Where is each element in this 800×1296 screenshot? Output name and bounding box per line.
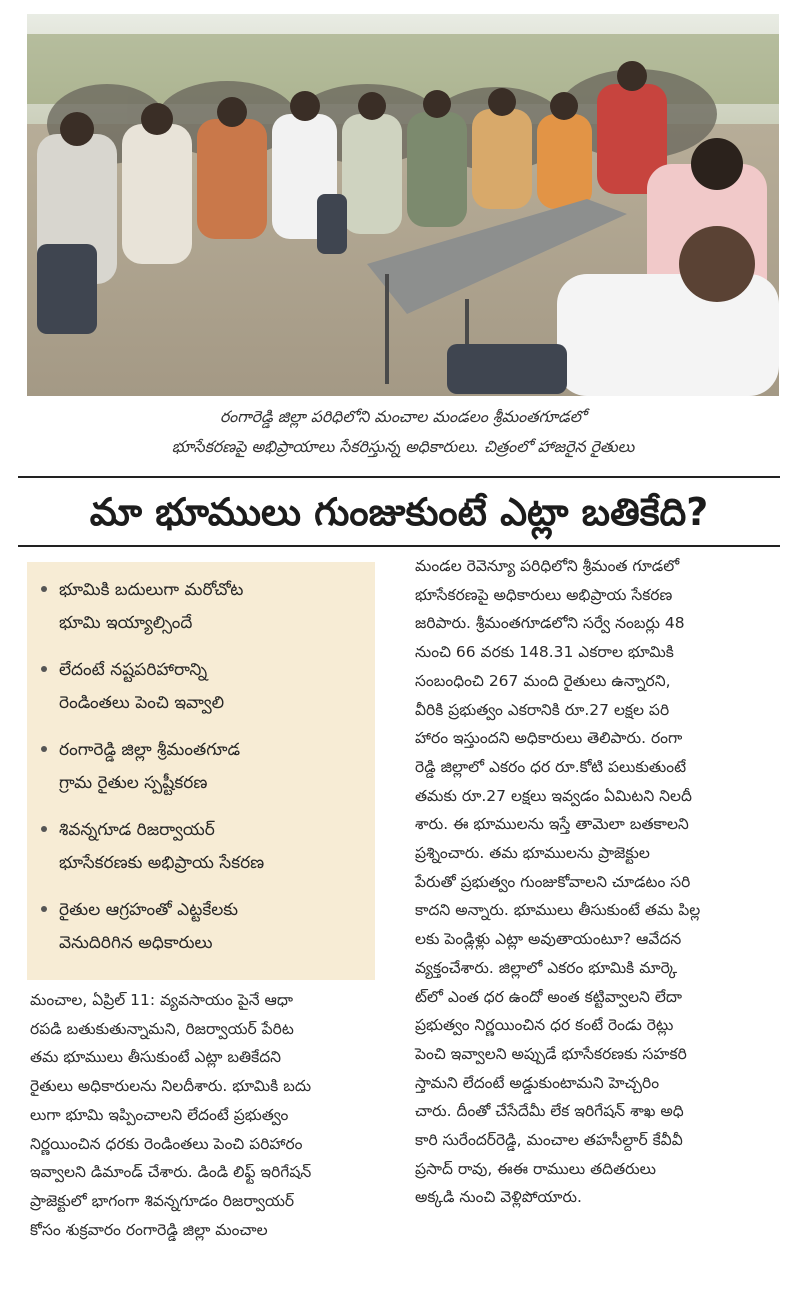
bullet-icon xyxy=(41,586,47,592)
highlight-item xyxy=(37,574,367,640)
article-line: రెడ్డి జిల్లాలో ఎకరం ధర రూ.కోటి పలుకుతుంటే xyxy=(415,757,687,776)
article-line: ప్రభుత్వం నిర్ణయించిన ధర కంటే రెండు రెట్లు xyxy=(415,1016,674,1035)
bullet-icon xyxy=(41,746,47,752)
highlight-line: గ్రామ రైతుల స్పష్టీకరణ xyxy=(59,773,208,793)
article-line: రైతులు అధికారులను నిలదీశారు. భూమికి బదు xyxy=(30,1077,312,1096)
article-line: ఇవ్వాలని డిమాండ్ చేశారు. డిండి లిఫ్ట్ ఇరిగేషన్ xyxy=(30,1163,312,1182)
article-line: తమ భూములు తీసుకుంటే ఎట్లా బతికేదని xyxy=(30,1048,282,1067)
article-line: ప్రసాద్ రావు, ఈఈ రాములు తదితరులు xyxy=(415,1159,657,1178)
article-line: కాదని అన్నారు. భూములు తీసుకుంటే తమ పిల్ల xyxy=(415,901,701,920)
bullet-icon xyxy=(41,666,47,672)
headline-rule-bottom xyxy=(18,545,780,547)
highlight-line: భూమికి బదులుగా మరోచోట xyxy=(59,580,244,600)
article-line: లుగా భూమి ఇప్పించాలని లేదంటే ప్రభుత్వం xyxy=(30,1105,289,1124)
article-line: జరిపారు. శ్రీమంతగూడలోని సర్వే నంబర్లు 48 xyxy=(415,614,685,633)
article-line: ప్రాజెక్టులో భాగంగా శివన్నగూడం రిజర్వాయర్ xyxy=(30,1191,295,1210)
article-line: ట్‌లో ఎంత ధర ఉందో అంత కట్టివ్వాలని లేదా xyxy=(415,987,682,1006)
article-line: శారు. ఈ భూములను ఇస్తే తామెలా బతకాలని xyxy=(415,815,689,834)
highlight-line: రైతుల ఆగ్రహంతో ఎట్టకేలకు xyxy=(59,900,239,920)
article-line: లకు పెండ్లిళ్లు ఎట్లా అవుతాయంటూ? ఆవేదన xyxy=(415,930,682,949)
article-line: స్తామని లేదంటే అడ్డుకుంటామని హెచ్చరిం xyxy=(415,1073,660,1092)
article-line: పేరుతో ప్రభుత్వం గుంజుకోవాలని చూడటం సరి xyxy=(415,872,691,891)
highlight-line: వెనుదిరిగిన అధికారులు xyxy=(59,933,213,953)
article-line: నుంచి 66 వరకు 148.31 ఎకరాల భూమికి xyxy=(415,643,674,662)
highlights-box xyxy=(27,562,375,980)
article-line: సంబంధించి 267 మంది రైతులు ఉన్నారని, xyxy=(415,671,671,690)
article-line: కారి సురేందర్‌రెడ్డి, మంచాల తహసీల్దార్ కేవీవీ xyxy=(415,1131,683,1149)
news-photo xyxy=(27,14,779,396)
highlight-line: రంగారెడ్డి జిల్లా శ్రీమంతగూడ xyxy=(59,740,241,760)
article-line: చారు. దీంతో చేసేదేమీ లేక ఇరిగేషన్ శాఖ అధి xyxy=(415,1102,684,1121)
article-line: పెంచి ఇవ్వాలని అప్పుడే భూసేకరణకు సహకరి xyxy=(415,1044,687,1063)
article-line: కోసం శుక్రవారం రంగారెడ్డి జిల్లా మంచాల xyxy=(30,1220,268,1239)
article-line: ప్రశ్నించారు. తమ భూములను ప్రాజెక్టుల xyxy=(415,844,650,862)
article-line: అక్కడి నుంచి వెళ్లిపోయారు. xyxy=(415,1188,582,1207)
photo-caption xyxy=(27,402,779,472)
highlight-line: శివన్నగూడ రిజర్వాయర్ xyxy=(59,820,215,840)
article-line: మంచాల, ఏప్రిల్ 11: వ్యవసాయం పైనే ఆధా xyxy=(30,991,294,1009)
highlight-item xyxy=(37,894,367,960)
article-line: మండల రెవెన్యూ పరిధిలోని శ్రీమంత గూడలో xyxy=(415,557,680,575)
article-line: వీరికి ప్రభుత్వం ఎకరానికి రూ.27 లక్షల పరి xyxy=(415,700,670,719)
bullet-icon xyxy=(41,906,47,912)
highlight-item xyxy=(37,654,367,720)
headline: మా భూములు గుంజుకుంటే ఎట్లా బతికేది? xyxy=(89,490,709,534)
article-line: భూసేకరణపై అధికారులు అభిప్రాయ సేకరణ xyxy=(415,585,673,604)
bullet-icon xyxy=(41,826,47,832)
highlight-item xyxy=(37,814,367,880)
article-line: నిర్ణయించిన ధరకు రెండింతలు పెంచి పరిహారం xyxy=(30,1134,303,1153)
caption-line-1: రంగారెడ్డి జిల్లా పరిధిలోని మంచాల మండలం శ్రీమంతగూడలో xyxy=(219,407,587,426)
highlight-item xyxy=(37,734,367,800)
article-line: తమకు రూ.27 లక్షలు ఇవ్వడం ఏమిటని నిలదీ xyxy=(415,786,692,805)
caption-line-2: భూసేకరణపై అభిప్రాయాలు సేకరిస్తున్న అధికారులు. చిత్రంలో హాజరైన రైతులు xyxy=(171,437,635,456)
highlight-line: భూమి ఇయ్యాల్సిందే xyxy=(59,613,193,633)
article-line: హారం ఇస్తుందని అధికారులు తెలిపారు. రంగా xyxy=(415,729,683,748)
highlight-line: రెండింతలు పెంచి ఇవ్వాలి xyxy=(59,693,225,713)
article-line: రపడి బతుకుతున్నామని, రిజర్వాయర్ పేరిట xyxy=(30,1019,294,1038)
highlight-line: లేదంటే నష్టపరిహారాన్ని xyxy=(59,660,208,680)
highlight-line: భూసేకరణకు అభిప్రాయ సేకరణ xyxy=(59,853,265,873)
article-line: వ్యక్తంచేశారు. జిల్లాలో ఎకరం భూమికి మార్కె xyxy=(415,958,678,977)
headline-rule-top xyxy=(18,476,780,478)
